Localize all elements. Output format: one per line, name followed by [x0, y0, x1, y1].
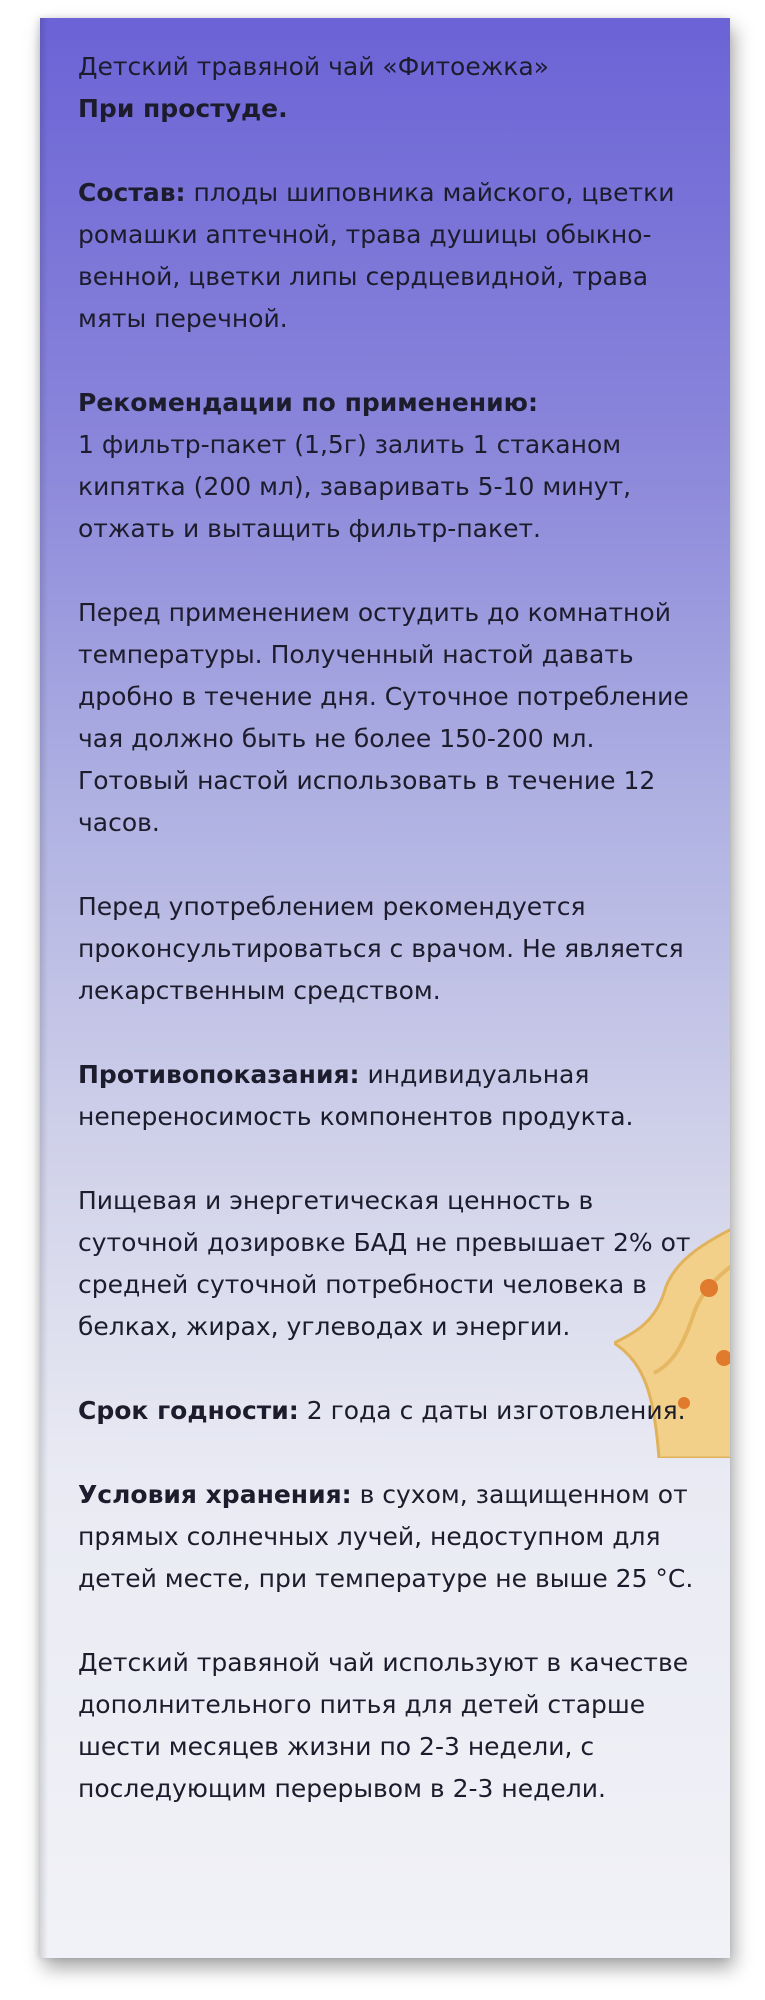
storage-section: [78, 1474, 708, 1600]
preparation-text: Перед применением остудить до комнатной температуры. Полученный настой давать дробно в течение дня. Суточное потребление чая должно быть не более 150-200 мл. Готовый настой использовать в течение 12 часов.: [78, 598, 689, 837]
shelf-life-label: Срок годности:: [78, 1396, 299, 1425]
composition-section: [78, 172, 708, 340]
label-text: [78, 46, 708, 1852]
nutrition-text: Пищевая и энергетическая ценность в суточной дозировке БАД не превышает 2% от средней суточной потребности человека в белках, жирах, углеводах и энергии.: [78, 1186, 691, 1341]
product-title: Детский травяной чай «Фитоежка»: [78, 52, 549, 81]
shelf-life-text: 2 года с даты изготовления.: [298, 1396, 686, 1425]
contraindications-section: [78, 1054, 708, 1138]
recommendations-section: [78, 382, 708, 550]
contraindications-text: индивидуальная непереносимость компонентов продукта.: [78, 1060, 634, 1131]
recommendations-label: Рекомендации по применению:: [78, 388, 538, 417]
usage-note-text: Детский травяной чай используют в качестве дополнительного питья для детей старше шести месяцев жизни по 2-3 недели, с последующим перерывом в 2-3 недели.: [78, 1648, 689, 1803]
tea-box-side-panel: [40, 18, 730, 1958]
product-subtitle: При простуде.: [78, 94, 288, 123]
contraindications-label: Противопоказания:: [78, 1060, 360, 1089]
consult-text: Перед употреблением рекомендуется проконсультироваться с врачом. Не является лекарственным средством.: [78, 892, 684, 1005]
composition-label: Состав:: [78, 178, 186, 207]
recommendations-text: 1 фильтр-пакет (1,5г) залить 1 стаканом кипятка (200 мл), заваривать 5-10 минут, отжать и вытащить фильтр-пакет.: [78, 430, 632, 543]
storage-label: Условия хранения:: [78, 1480, 352, 1509]
shelf-life-section: [78, 1390, 708, 1432]
storage-text: в сухом, защищенном от прямых солнечных лучей, недоступном для детей месте, при температуре не выше 25 °С.: [78, 1480, 694, 1593]
composition-text: плоды шиповника майского, цветки ромашки аптечной, трава душицы обыкно-венной, цветки липы сердцевидной, трава мяты перечной.: [78, 178, 675, 333]
